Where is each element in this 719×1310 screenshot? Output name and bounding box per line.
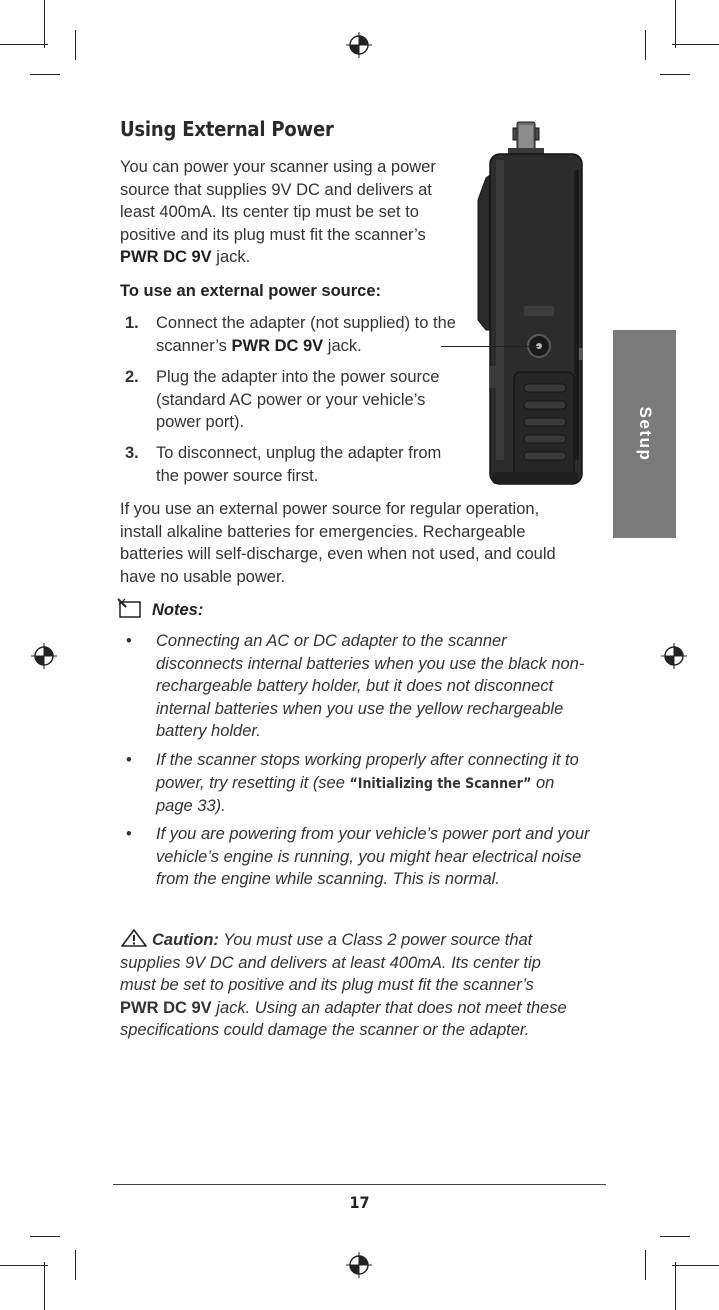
jack-label: PWR DC 9V [120, 998, 212, 1017]
jack-label: PWR DC 9V [231, 336, 324, 355]
note-text: If you are powering from your vehicle’s power port and your vehicle’s engine is running, you might hear electrical noise from the engine while scanning. This is normal. [156, 825, 590, 888]
crop-mark [660, 74, 690, 75]
note-item [120, 749, 590, 817]
crop-mark [44, 1262, 45, 1310]
crop-mark [75, 1250, 76, 1280]
note-text-end: on page 33). [156, 773, 555, 815]
registration-mark-icon [346, 1252, 372, 1278]
caution-label: Caution: [152, 931, 219, 949]
crop-mark [675, 1262, 676, 1310]
note-text [156, 749, 590, 818]
footer-divider [113, 1184, 606, 1185]
registration-mark-icon [661, 643, 687, 669]
bullet-dot: • [126, 632, 132, 650]
intro-paragraph [120, 156, 460, 269]
step-number: 1. [125, 314, 139, 332]
step-item [120, 442, 460, 488]
scanner-illustration [438, 120, 588, 490]
notes-heading [152, 601, 203, 620]
crop-mark [660, 1236, 690, 1237]
crop-mark [645, 30, 646, 60]
crop-mark [0, 44, 48, 45]
step-text: To disconnect, unplug the adapter from the power source first. [156, 444, 442, 485]
crop-mark [0, 1265, 48, 1266]
note-item [120, 630, 590, 742]
procedure-heading: To use an external power source: [120, 282, 382, 300]
notes-heading-text: Notes: [152, 601, 204, 619]
intro-end: jack. [211, 248, 251, 266]
crop-mark [672, 44, 719, 45]
step-item [120, 312, 460, 358]
bullet-dot: • [126, 825, 132, 843]
crop-mark [675, 0, 676, 48]
section-title: Using External Power [120, 117, 334, 141]
step-text-end: jack. [323, 336, 362, 355]
note-text: Connecting an AC or DC adapter to the scanner disconnects internal batteries when you use the black non-rechargeable battery holder, but it does not disconnect internal batteries when you use the yellow rechargeable battery holder. [156, 632, 585, 740]
registration-mark-icon [346, 32, 372, 58]
caution-text: You must use a Class 2 power source that supplies 9V DC and delivers at least 400mA. Its center tip must be set to positive and its plug must fit the scanner’s [120, 931, 541, 994]
step-item [120, 366, 460, 434]
step-text-start: Connect the adapter (not supplied) to the scanner’s [156, 314, 456, 355]
intro-text: You can power your scanner using a power source that supplies 9V DC and delivers at least 400mA. Its center tip must be set to positive and its plug must fit the scanner’s [120, 158, 436, 244]
body-paragraph: If you use an external power source for regular operation, install alkaline batteries for emergencies. Rechargeable batteries will self-discharge, even when not used, and could have no usable power. [120, 500, 556, 586]
caution-text-end: jack. Using an adapter that does not meet these specifications could damage the scanner or the adapter. [120, 998, 567, 1039]
page-number: 17 [349, 1193, 370, 1212]
step-text [156, 312, 456, 357]
caution-block [120, 928, 570, 1042]
jack-label: PWR DC 9V [120, 248, 212, 266]
section-tab [613, 330, 676, 538]
registration-mark-icon [31, 643, 57, 669]
crop-mark [30, 74, 60, 75]
note-pencil-icon [116, 597, 146, 619]
section-tab-label: Setup [635, 406, 655, 462]
callout-line [441, 346, 539, 347]
crop-mark [75, 30, 76, 60]
step-number: 3. [125, 444, 139, 462]
caution-triangle-icon [120, 928, 148, 948]
crop-mark [672, 1265, 719, 1266]
note-text-start: If the scanner stops working properly after connecting it to power, try resetting it (see [156, 751, 579, 792]
crop-mark [645, 1250, 646, 1280]
crop-mark [44, 0, 45, 48]
crop-mark [30, 1236, 60, 1237]
step-number: 2. [125, 368, 139, 386]
bullet-dot: • [126, 751, 132, 769]
note-item [120, 823, 590, 915]
step-text: Plug the adapter into the power source (standard AC power or your vehicle’s power port). [156, 368, 440, 431]
cross-reference-link[interactable]: “Initializing the Scanner” [349, 775, 532, 792]
